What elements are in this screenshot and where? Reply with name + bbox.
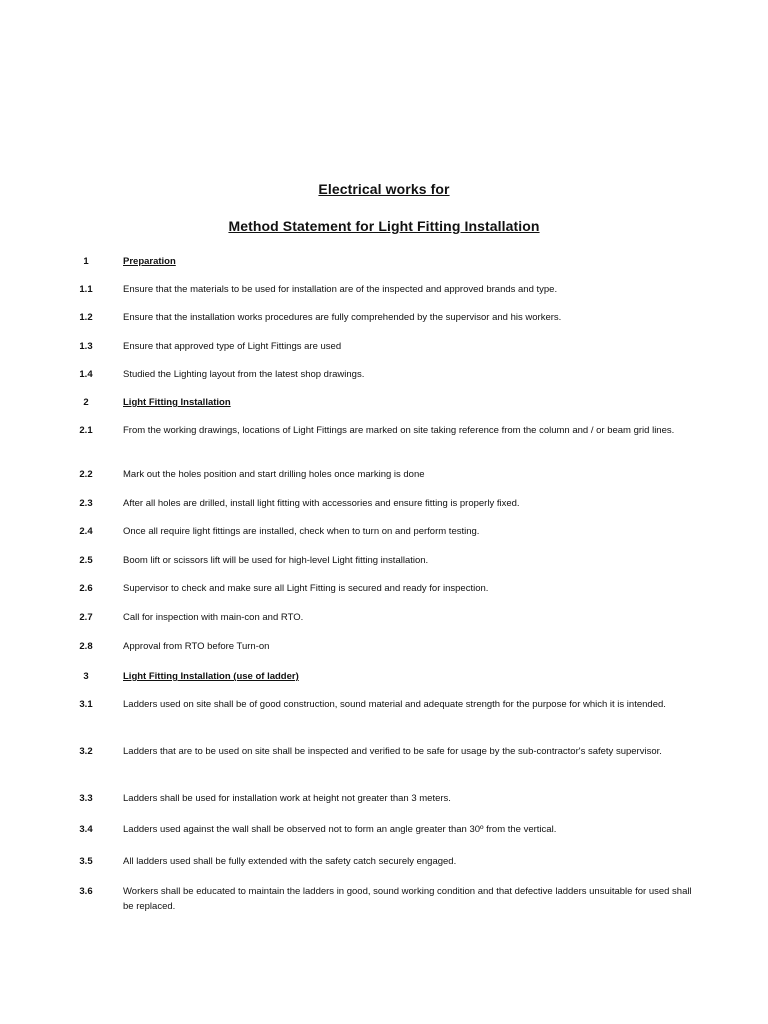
- section-title: Light Fitting Installation (use of ladder): [123, 671, 299, 682]
- item-text: Boom lift or scissors lift will be used for high-level Light fitting installation.: [123, 555, 429, 566]
- item-number: 2.5: [79, 555, 93, 566]
- item-text: Ensure that approved type of Light Fittings are used: [123, 341, 342, 352]
- item-text: Call for inspection with main-con and RTO.: [123, 612, 304, 623]
- item-text: Ladders used against the wall shall be observed not to form an angle greater than 30º from the vertical.: [123, 824, 557, 835]
- item-number: 3.3: [79, 793, 93, 804]
- item-text: Once all require light fittings are installed, check when to turn on and perform testing.: [123, 526, 480, 537]
- item-text: Approval from RTO before Turn-on: [123, 641, 270, 652]
- item-number: 1.2: [79, 312, 93, 323]
- section-number: 2: [83, 397, 89, 408]
- item-text: Workers shall be educated to maintain the ladders in good, sound working condition and that defective ladders unsuitable for used shall be replaced.: [123, 886, 692, 912]
- document-subtitle: Method Statement for Light Fitting Installation: [228, 218, 540, 234]
- item-number: 2.7: [79, 612, 93, 623]
- item-text: From the working drawings, locations of Light Fittings are marked on site taking reference from the column and / or beam grid lines.: [123, 425, 675, 436]
- item-number: 2.4: [79, 526, 93, 537]
- item-text: Mark out the holes position and start drilling holes once marking is done: [123, 469, 425, 480]
- item-text: All ladders used shall be fully extended with the safety catch securely engaged.: [123, 856, 457, 867]
- item-text: Ladders used on site shall be of good construction, sound material and adequate strength for the purpose for which it is intended.: [123, 699, 666, 710]
- item-text: Ladders shall be used for installation work at height not greater than 3 meters.: [123, 793, 451, 804]
- item-text: Studied the Lighting layout from the latest shop drawings.: [123, 369, 365, 380]
- item-number: 3.4: [79, 824, 93, 835]
- section-number: 3: [83, 671, 89, 682]
- item-number: 2.2: [79, 469, 93, 480]
- item-number: 2.3: [79, 498, 93, 509]
- item-text: Ensure that the materials to be used for installation are of the inspected and approved brands and type.: [123, 284, 558, 295]
- item-number: 2.6: [79, 583, 93, 594]
- section-title: Light Fitting Installation: [123, 397, 231, 408]
- section-number: 1: [83, 256, 89, 267]
- item-number: 3.2: [79, 746, 93, 757]
- item-number: 3.6: [79, 886, 93, 897]
- item-number: 1.1: [79, 284, 93, 295]
- item-number: 2.1: [79, 425, 93, 436]
- item-text: Supervisor to check and make sure all Light Fitting is secured and ready for inspection.: [123, 583, 489, 594]
- item-number: 1.3: [79, 341, 93, 352]
- document-title: Electrical works for: [318, 181, 450, 197]
- item-text: After all holes are drilled, install light fitting with accessories and ensure fitting is properly fixed.: [123, 498, 520, 509]
- item-text: Ensure that the installation works procedures are fully comprehended by the supervisor and his workers.: [123, 312, 562, 323]
- item-number: 1.4: [79, 369, 93, 380]
- item-number: 2.8: [79, 641, 93, 652]
- item-text: Ladders that are to be used on site shall be inspected and verified to be safe for usage by the sub-contractor's safety supervisor.: [123, 746, 662, 757]
- item-number: 3.5: [79, 856, 93, 867]
- section-title: Preparation: [123, 256, 176, 267]
- item-number: 3.1: [79, 699, 93, 710]
